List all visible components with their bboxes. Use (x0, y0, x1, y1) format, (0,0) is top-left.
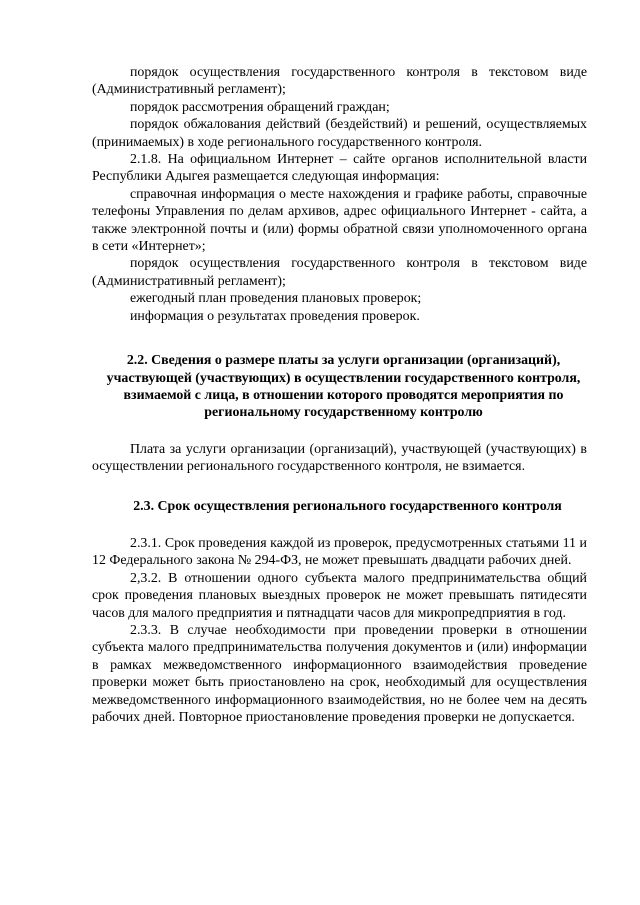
paragraph-2-3-2: 2,3.2. В отношении одного субъекта малого предпринимательства общий срок проведения плановых выездных проверок не может превышать пятидесяти часов для малого предприятия и пятнадцати часов для микропредприятия в год. (92, 570, 587, 621)
document-body (92, 64, 587, 726)
paragraph-inspection-results: информация о результатах проведения проверок. (130, 308, 420, 324)
paragraph-complaint-procedure: порядок обжалования действий (бездействий) и решений, осуществляемых (принимаемых) в ходе регионального государственного контроля. (92, 117, 587, 150)
paragraph-2-3-3: 2.3.3. В случае необходимости при проведении проверки в отношении субъекта малого предпринимательства получения документов и (или) информации в рамках межведомственного информационного взаимодействия проведение проверки может быть приостановлено на срок, необходимый для осуществления межведомственного информационного взаимодействия, но не более чем на десять рабочих дней. Повторное приостановление проведения проверки не допускается. (92, 622, 587, 725)
paragraph-control-procedure: порядок осуществления государственного контроля в текстовом виде (Административный регламент); (92, 65, 587, 98)
paragraph-annual-plan: ежегодный план проведения плановых проверок; (130, 291, 422, 307)
paragraph-reference-info: справочная информация о месте нахождения и графике работы, справочные телефоны Управления по делам архивов, адрес официального Интернет - сайта, а также электронной почты и (или) формы обратной связи уполномоченного органа в сети «Интернет»; (92, 186, 587, 255)
section-heading-2-2: 2.2. Сведения о размере платы за услуги организации (организаций), участвующей (участвующих) в осуществлении государственного контроля, взимаемой с лица, в отношении которого проводятся мероприятия по региональному государственному контролю (106, 353, 581, 421)
spacer (92, 515, 587, 535)
paragraph-appeals-procedure: порядок рассмотрения обращений граждан; (130, 99, 390, 115)
spacer (92, 422, 587, 441)
section-heading-2-3: 2.3. Срок осуществления регионального государственного контроля (133, 498, 562, 514)
paragraph-fee-info: Плата за услуги организации (организаций), участвующей (участвующих) в осуществлении регионального государственного контроля, не взимается. (92, 441, 587, 475)
paragraph-control-procedure-repeat: порядок осуществления государственного контроля в текстовом виде (Административный регламент); (92, 256, 587, 289)
paragraph-2-1-8: 2.1.8. На официальном Интернет – сайте органов исполнительной власти Республики Адыгея размещается следующая информация: (92, 152, 587, 185)
spacer (92, 325, 587, 352)
spacer (92, 476, 587, 498)
paragraph-2-3-1: 2.3.1. Срок проведения каждой из проверок, предусмотренных статьями 11 и 12 Федерального закона № 294-ФЗ, не может превышать двадцати рабочих дней. (92, 535, 587, 569)
